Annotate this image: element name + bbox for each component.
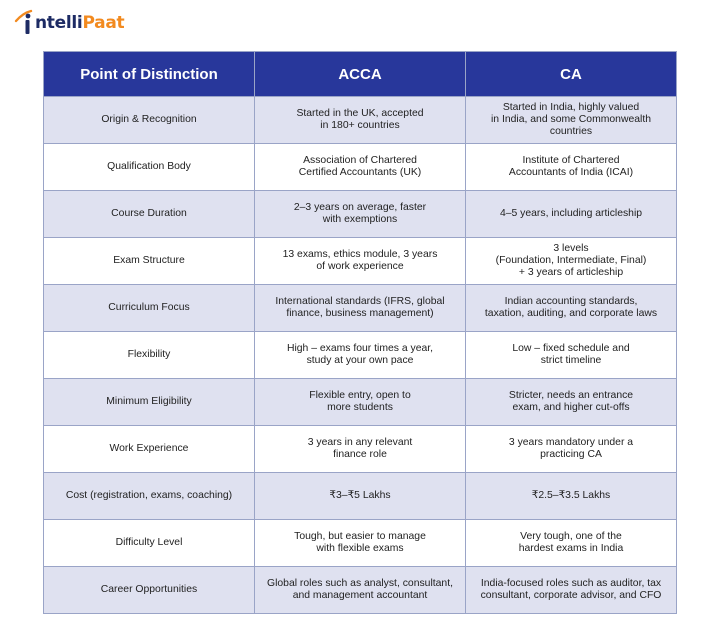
cell-ca <box>466 473 677 520</box>
table-row <box>44 238 677 285</box>
cell-point <box>44 473 255 520</box>
cell-text: 3 years in any relevant finance role <box>307 437 413 460</box>
cell-text: Low – fixed schedule and strict timeline <box>512 343 630 366</box>
table-row <box>44 285 677 332</box>
table-row <box>44 520 677 567</box>
cell-text: Very tough, one of the hardest exams in India <box>518 531 624 554</box>
cell-acca <box>255 520 466 567</box>
cell-acca <box>255 426 466 473</box>
cell-text: Cost (registration, exams, coaching) <box>65 490 233 501</box>
cell-text: International standards (IFRS, global finance, business management) <box>275 296 445 319</box>
cell-text: India-focused roles such as auditor, tax consultant, corporate advisor, and CFO <box>480 578 662 601</box>
table-row <box>44 332 677 379</box>
cell-text: Exam Structure <box>113 255 185 266</box>
cell-ca <box>466 238 677 285</box>
cell-ca <box>466 567 677 614</box>
cell-text: Tough, but easier to manage with flexible exams <box>294 531 426 554</box>
table-row <box>44 97 677 144</box>
table-body <box>44 97 677 614</box>
cell-text: 13 exams, ethics module, 3 years of work experience <box>282 249 438 272</box>
cell-acca <box>255 144 466 191</box>
cell-text: Qualification Body <box>107 161 191 172</box>
cell-acca <box>255 473 466 520</box>
cell-text: ₹2.5–₹3.5 Lakhs <box>531 490 611 501</box>
header-ca: CA <box>466 52 677 97</box>
cell-point <box>44 144 255 191</box>
table-row <box>44 473 677 520</box>
cell-acca <box>255 238 466 285</box>
cell-ca <box>466 426 677 473</box>
cell-text: Work Experience <box>109 443 189 454</box>
cell-point <box>44 285 255 332</box>
table-row <box>44 379 677 426</box>
cell-acca <box>255 567 466 614</box>
cell-text: Flexibility <box>127 349 171 360</box>
cell-text: High – exams four times a year, study at your own pace <box>286 343 434 366</box>
cell-text: Global roles such as analyst, consultant, and management accountant <box>267 578 453 601</box>
cell-text: Career Opportunities <box>100 584 198 595</box>
cell-acca <box>255 285 466 332</box>
intellipaat-i-icon <box>14 9 34 37</box>
cell-point <box>44 426 255 473</box>
cell-text: Indian accounting standards, taxation, auditing, and corporate laws <box>484 296 658 319</box>
logo-wordmark <box>35 13 124 33</box>
intellipaat-logo <box>14 8 124 38</box>
table-row <box>44 191 677 238</box>
cell-ca <box>466 144 677 191</box>
cell-ca <box>466 285 677 332</box>
cell-text: 2–3 years on average, faster with exemptions <box>293 202 427 225</box>
cell-ca <box>466 332 677 379</box>
comparison-table <box>43 51 677 614</box>
cell-acca <box>255 191 466 238</box>
cell-text: Started in the UK, accepted in 180+ countries <box>296 108 424 131</box>
header-acca: ACCA <box>255 52 466 97</box>
cell-acca <box>255 332 466 379</box>
logo-wordmark-main: ntelli <box>35 13 83 33</box>
cell-ca <box>466 191 677 238</box>
cell-text: Association of Chartered Certified Accountants (UK) <box>298 155 422 178</box>
cell-text: Course Duration <box>111 208 187 219</box>
cell-text: Stricter, needs an entrance exam, and higher cut-offs <box>508 390 634 413</box>
cell-point <box>44 238 255 285</box>
cell-text: Institute of Chartered Accountants of India (ICAI) <box>508 155 634 178</box>
cell-text: Curriculum Focus <box>108 302 190 313</box>
cell-text: 4–5 years, including articleship <box>499 208 643 219</box>
cell-point <box>44 332 255 379</box>
header-point-of-distinction: Point of Distinction <box>44 52 255 97</box>
cell-text: Started in India, highly valued in India, and some Commonwealth countries <box>491 102 651 137</box>
logo-wordmark-accent: Paat <box>82 13 125 33</box>
cell-text: 3 levels (Foundation, Intermediate, Final) + 3 years of articleship <box>495 243 647 278</box>
table-row <box>44 426 677 473</box>
cell-text: ₹3–₹5 Lakhs <box>329 490 391 501</box>
cell-point <box>44 191 255 238</box>
table-row <box>44 144 677 191</box>
table-row <box>44 567 677 614</box>
cell-text: Origin & Recognition <box>101 114 197 125</box>
cell-text: 3 years mandatory under a practicing CA <box>508 437 634 460</box>
cell-point <box>44 379 255 426</box>
cell-point <box>44 97 255 144</box>
cell-point <box>44 567 255 614</box>
cell-ca <box>466 520 677 567</box>
table-header-row <box>44 52 677 97</box>
cell-text: Difficulty Level <box>115 537 183 548</box>
cell-acca <box>255 97 466 144</box>
cell-text: Minimum Eligibility <box>106 396 192 407</box>
cell-point <box>44 520 255 567</box>
cell-acca <box>255 379 466 426</box>
cell-ca <box>466 379 677 426</box>
cell-ca <box>466 97 677 144</box>
cell-text: Flexible entry, open to more students <box>309 390 411 413</box>
